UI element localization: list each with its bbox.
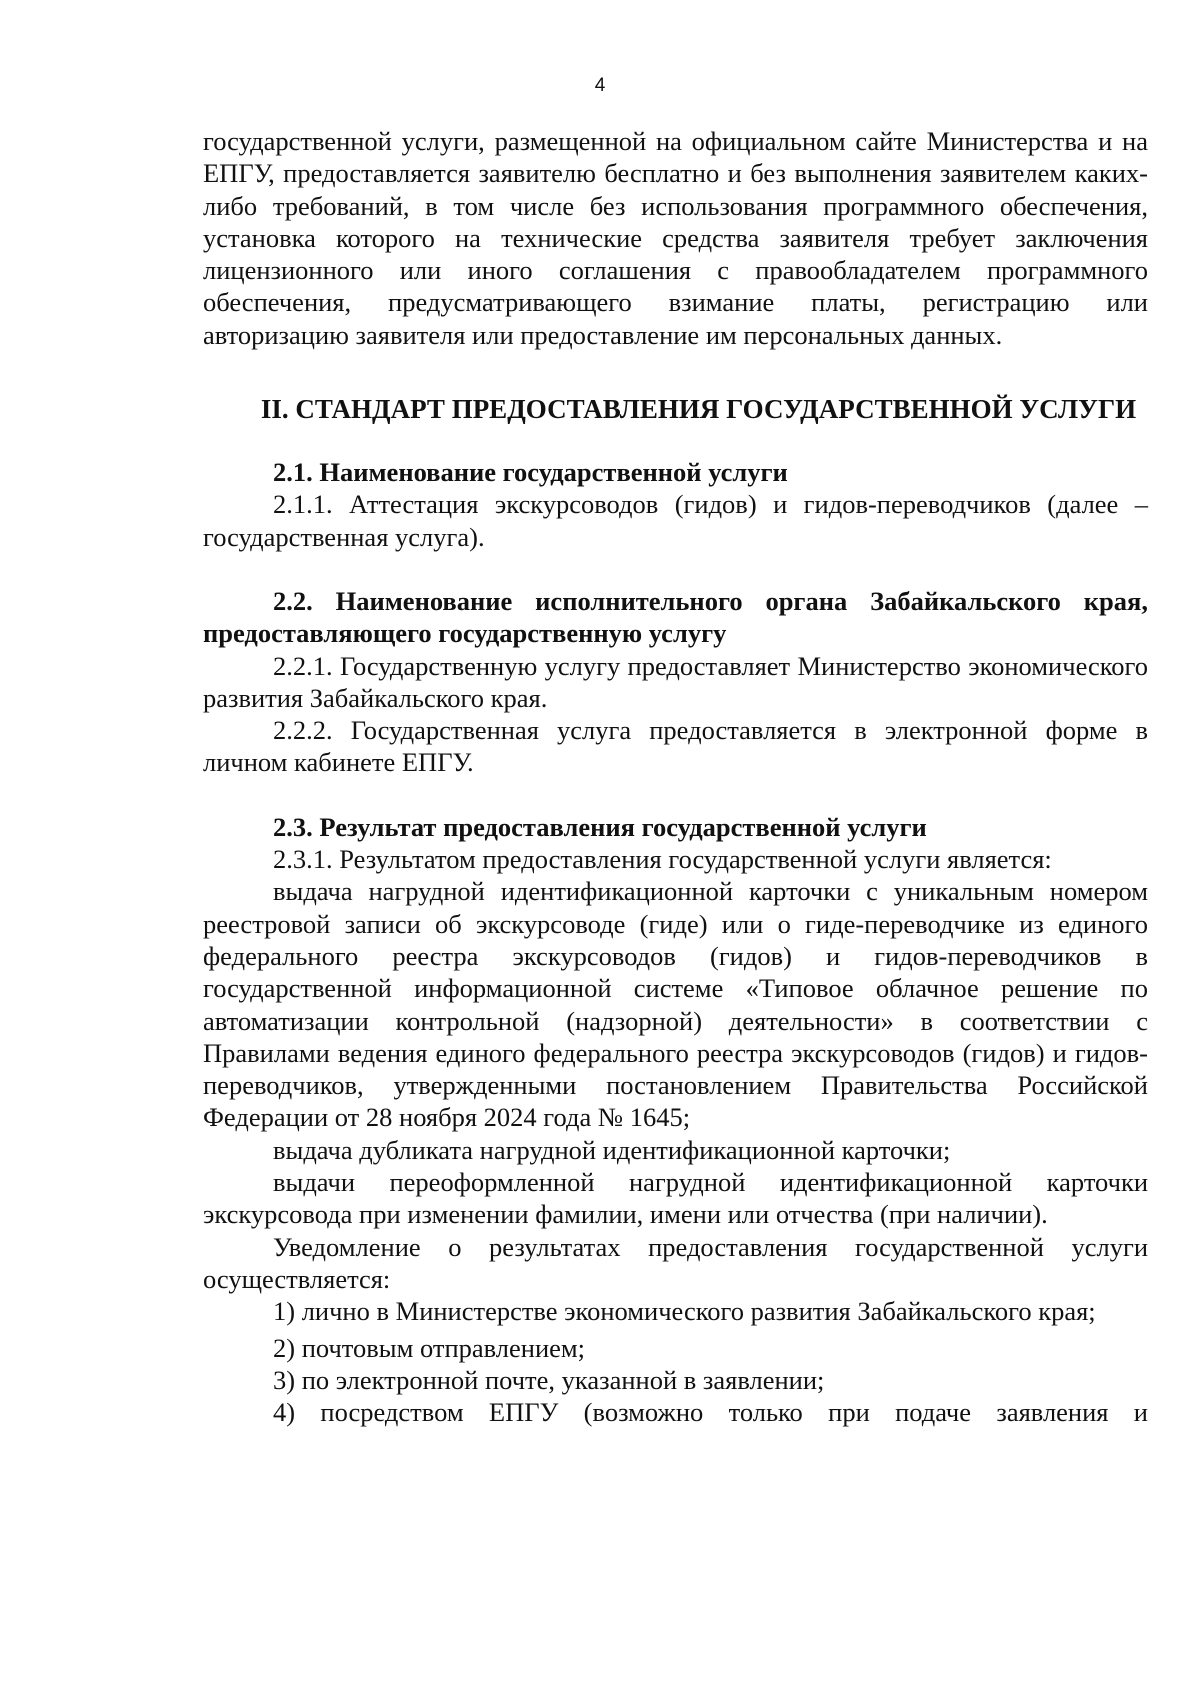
list-item-3: 3) по электронной почте, указанной в заявлении; <box>273 1364 825 1395</box>
subsection-2-2-heading: 2.2. Наименование исполнительного органа Забайкальского края, предоставляющего государственную услугу <box>203 585 1148 649</box>
page-number: 4 <box>594 75 606 96</box>
subsection-2-3-heading: 2.3. Результат предоставления государственной услуги <box>273 811 927 842</box>
list-item-4: 4) посредством ЕПГУ (возможно только при подаче заявления и <box>273 1397 1148 1428</box>
list-item-1: 1) лично в Министерстве экономического развития Забайкальского края; <box>273 1296 1096 1327</box>
paragraph-2-1-1: 2.1.1. Аттестация экскурсоводов (гидов) и гидов-переводчиков (далее – государственная услуга). <box>203 489 1148 552</box>
paragraph-notification: Уведомление о результатах предоставления государственной услуги осуществляется: <box>203 1231 1148 1294</box>
list-item-2: 2) почтовым отправлением; <box>273 1332 586 1363</box>
paragraph-2-2-2: 2.2.2. Государственная услуга предоставляется в электронной форме в личном кабинете ЕПГУ. <box>203 715 1148 778</box>
section-heading: II. СТАНДАРТ ПРЕДОСТАВЛЕНИЯ ГОСУДАРСТВЕННОЙ УСЛУГИ <box>260 394 1137 425</box>
paragraph-result-reissue: выдачи переоформленной нагрудной идентификационной карточки экскурсовода при изменении фамилии, имени или отчества (при наличии). <box>203 1167 1148 1230</box>
document-body <box>203 125 1148 1428</box>
paragraph-2-2-1: 2.2.1. Государственную услугу предоставляет Министерство экономического развития Забайкальского края. <box>203 650 1148 713</box>
paragraph-result-card: выдача нагрудной идентификационной карточки с уникальным номером реестровой записи об экскурсоводе (гиде) или о гиде-переводчике из единого федерального реестра экскурсоводов (гидов) и гидов-переводчиков в государственной информационной системе «Типовое облачное решение по автоматизации контрольной (надзорной) деятельности» в соответствии с Правилами ведения единого федерального реестра экскурсоводов (гидов) и гидов-переводчиков, утвержденными постановлением Правительства Российской Федерации от 28 ноября 2024 года № 1645; <box>203 876 1148 1133</box>
subsection-2-1-heading: 2.1. Наименование государственной услуги <box>273 457 788 488</box>
intro-paragraph: государственной услуги, размещенной на официальном сайте Министерства и на ЕПГУ, предоставляется заявителю бесплатно и без выполнения заявителем каких-либо требований, в том числе без использования программного обеспечения, установка которого на технические средства заявителя требует заключения лицензионного или иного соглашения с правообладателем программного обеспечения, предусматривающего взимание платы, регистрацию или авторизацию заявителя или предоставление им персональных данных. <box>203 126 1148 350</box>
paragraph-result-duplicate: выдача дубликата нагрудной идентификационной карточки; <box>273 1134 951 1165</box>
paragraph-2-3-1: 2.3.1. Результатом предоставления государственной услуги является: <box>273 844 1052 875</box>
